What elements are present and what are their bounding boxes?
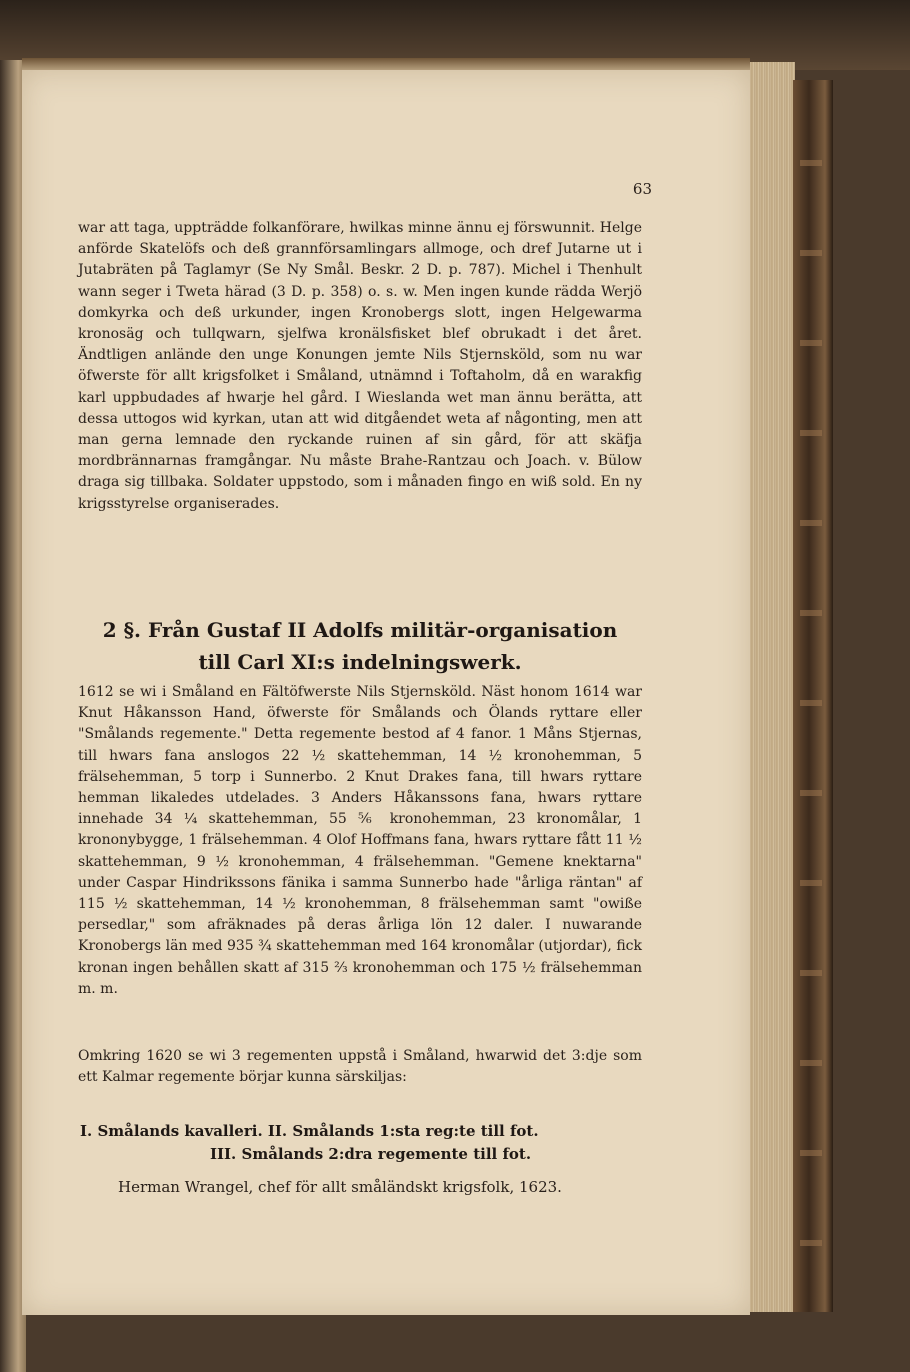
caption: Herman Wrangel, chef för allt småländskt krigsfolk, 1623. xyxy=(118,1178,562,1196)
paragraph-3 xyxy=(78,1046,642,1088)
paragraph-2-text: 1612 se wi i Småland en Fältöfwerste Nils Stjernsköld. Näst honom 1614 war Knut Håkansson Hand, öfwerste för Smålands och Ölands ryttare eller "Smålands regemente." Detta regemente bestod af 4 fanor. 1 Måns Stjernas, till hwars fana anslogos 22 ½ skattehemman, 14 ½ kronohemman, 5 frälsehemman, 5 torp i Sunnerbo. 2 Knut Drakes fana, till hwars ryttare hemman likaledes utdelades. 3 Anders Håkanssons fana, hwars ryttare innehade 34 ¼ skattehemman, 55 ⅚ kronohemman, 23 kronomålar, 1 krononybygge, 1 frälsehemman. 4 Olof Hoffmans fana, hwars ryttare fått 11 ½ skattehemman, 9 ½ kronohemman, 4 frälsehemman. "Gemene knektarna" under Caspar Hindrikssons fänika i samma Sunnerbo hade "årliga räntan" af 115 ½ skattehemman, 14 ½ kronohemman, 8 frälsehemman samt "owiße persedlar," som afräknades på deras årliga lön 12 daler. I nuwarande Kronobergs län med 935 ¾ skattehemman med 164 kronomålar (utjordar), fick kronan ingen behållen skatt af 315 ⅔ kronohemman och 175 ½ frälsehemman m. m. xyxy=(78,684,642,997)
paragraph-2 xyxy=(78,682,642,1000)
section-heading-line-1: 2 §. Från Gustaf II Adolfs militär-organisation xyxy=(102,618,618,642)
regiment-list-line-1: I. Smålands kavalleri. II. Smålands 1:sta reg:te till fot. xyxy=(80,1122,539,1140)
section-heading-line-2: till Carl XI:s indelningswerk. xyxy=(198,650,522,674)
book-cover-marks xyxy=(800,120,822,1270)
regiment-list-line-2: III. Smålands 2:dra regemente till fot. xyxy=(210,1145,532,1163)
paragraph-1-text: war att taga, uppträdde folkanförare, hwilkas minne ännu ej förswunnit. Helge anförde Skatelöfs och deß grannförsamlingars allmoge, och dref Jutarne ut i Jutabräten på Taglamyr (Se Ny Smål. Beskr. 2 D. p. 787). Michel i Thenhult wann seger i Tweta härad (3 D. p. 358) o. s. w. Men ingen kunde rädda Werjö domkyrka och deß urkunder, ingen Kronobergs slott, ingen Helgewarma kronosäg och tullqwarn, sjelfwa kronälsfisket blef obrukadt i det året. Ändtligen anlände den unge Konungen jemte Nils Stjernsköld, som nu war öfwerste för allt krigsfolket i Småland, utnämnd i Toftaholm, då en warakfig karl uppbudades af hwarje hel gård. I Wieslanda wet man ännu berätta, att dessa uttogos wid kyrkan, utan att wid ditgåendet weta af någonting, men att man gerna lemnade den ryckande ruinen af sin gård, för att skäfja mordbrännarnas framgångar. Nu måste Brahe-Rantzau och Joach. v. Bülow draga sig tillbaka. Soldater uppstodo, som i månaden fingo en wiß sold. En ny krigsstyrelse organiserades. xyxy=(78,220,642,512)
paragraph-3-text: Omkring 1620 se wi 3 regementen uppstå i Småland, hwarwid det 3:dje som ett Kalmar regemente börjar kunna särskiljas: xyxy=(78,1048,642,1086)
page-number: 63 xyxy=(632,180,652,198)
paragraph-1 xyxy=(78,218,642,515)
